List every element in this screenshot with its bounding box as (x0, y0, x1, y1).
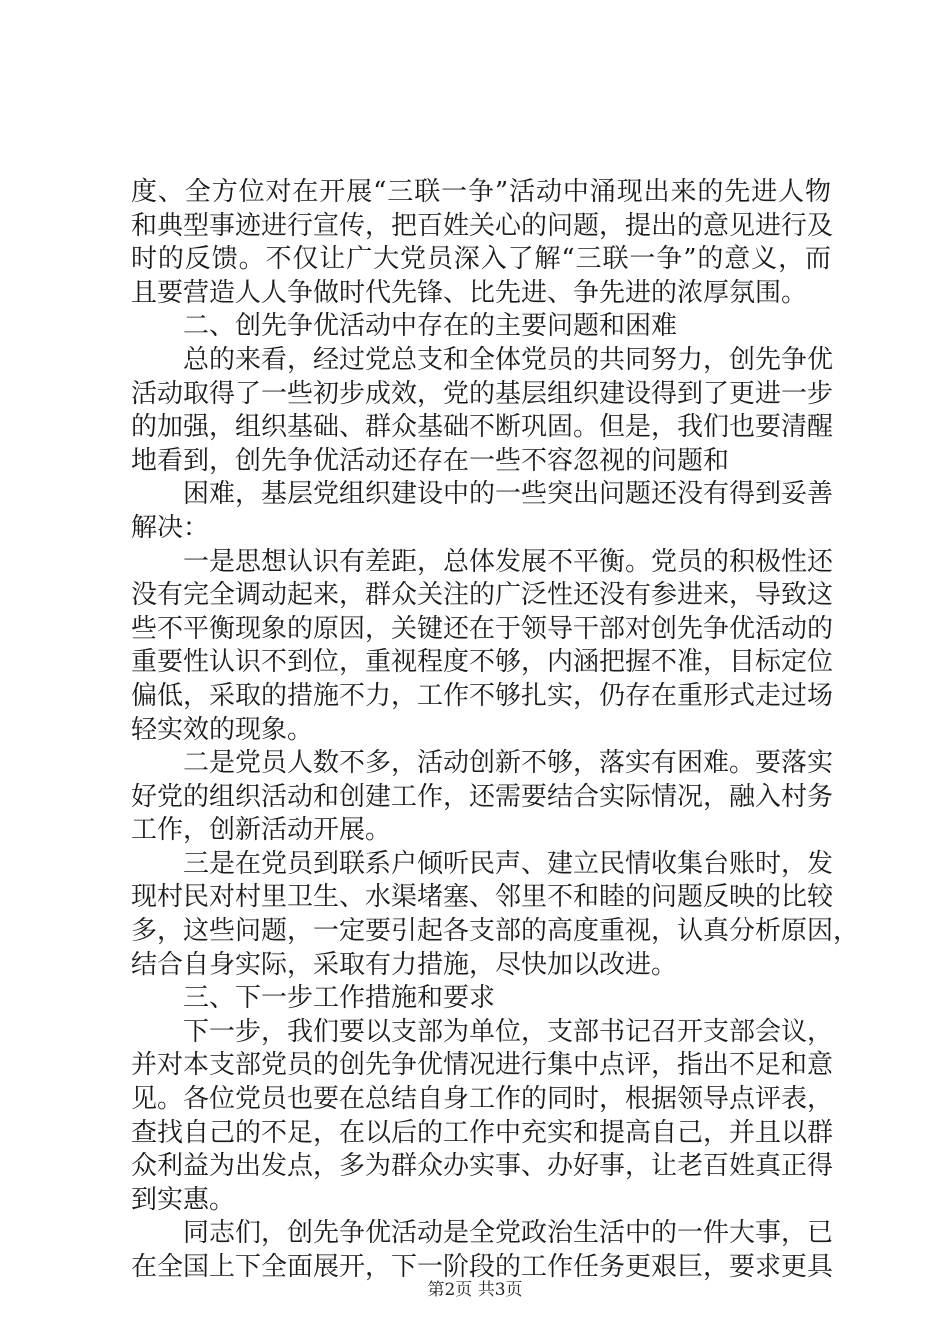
text-line: 总的来看，经过党总支和全体党员的共同努力，创先争优 (183, 344, 834, 375)
text-line: 活动取得了一些初步成效，党的基层组织建设得到了更进一步 (131, 378, 834, 409)
text-line: 偏低，采取的措施不力，工作不够扎实，仍存在重形式走过场 (131, 680, 834, 711)
text-line: 一是思想认识有差距，总体发展不平衡。党员的积极性还 (183, 546, 834, 577)
text-line: 困难，基层党组织建设中的一些突出问题还没有得到妥善 (183, 479, 834, 510)
text-line: 时的反馈。不仅让广大党员深入了解“三联一争”的意义，而 (131, 244, 831, 275)
text-line: 二是党员人数不多，活动创新不够，落实有困难。要落实 (183, 748, 834, 779)
text-line: 到实惠。 (131, 1184, 236, 1215)
text-line: 没有完全调动起来，群众关注的广泛性还没有参进来，导致这 (131, 580, 834, 611)
text-line: 三、下一步工作措施和要求 (183, 983, 496, 1014)
text-line: 结合自身实际，采取有力措施，尽快加以改进。 (131, 949, 678, 980)
page-footer: 第2页 共3页 (427, 1280, 523, 1300)
text-line: 工作，创新活动开展。 (131, 815, 392, 846)
text-line: 好党的组织活动和创建工作，还需要结合实际情况，融入村务 (131, 781, 834, 812)
text-line: 同志们，创先争优活动是全党政治生活中的一件大事，已 (183, 1218, 834, 1249)
text-line: 见。各位党员也要在总结自身工作的同时，根据领导点评表， (131, 1084, 834, 1115)
document-body (131, 176, 860, 1285)
text-line: 三是在党员到联系户倾听民声、建立民情收集台账时，发 (183, 848, 834, 879)
text-line: 众利益为出发点，多为群众办实事、办好事，让老百姓真正得 (131, 1151, 834, 1182)
text-line: 些不平衡现象的原因，关键还在于领导干部对创先争优活动的 (131, 613, 834, 644)
text-line: 并对本支部党员的创先争优情况进行集中点评，指出不足和意 (131, 1050, 834, 1081)
text-line: 现村民对村里卫生、水渠堵塞、邻里不和睦的问题反映的比较 (131, 882, 834, 913)
text-line: 在全国上下全面展开，下一阶段的工作任务更艰巨，要求更具 (131, 1252, 834, 1282)
text-line: 解决： (131, 512, 210, 543)
text-line: 和典型事迹进行宣传，把百姓关心的问题，提出的意见进行及 (131, 210, 834, 241)
text-line: 多，这些问题，一定要引起各支部的高度重视，认真分析原因， (131, 916, 860, 947)
text-line: 查找自己的不足，在以后的工作中充实和提高自己，并且以群 (131, 1117, 834, 1148)
text-line: 轻实效的现象。 (131, 714, 314, 745)
text-line: 重要性认识不到位，重视程度不够，内涵把握不准，目标定位 (131, 647, 834, 678)
text-line: 度、全方位对在开展“三联一争”活动中涌现出来的先进人物 (131, 177, 831, 207)
text-line: 的加强，组织基础、群众基础不断巩固。但是，我们也要清醒 (131, 412, 834, 443)
text-line: 二、创先争优活动中存在的主要问题和困难 (183, 311, 678, 342)
text-line: 且要营造人人争做时代先锋、比先进、争先进的浓厚氛围。 (131, 277, 808, 308)
text-line: 地看到，创先争优活动还存在一些不容忽视的问题和 (131, 445, 730, 476)
text-line: 下一步，我们要以支部为单位，支部书记召开支部会议， (183, 1016, 834, 1047)
